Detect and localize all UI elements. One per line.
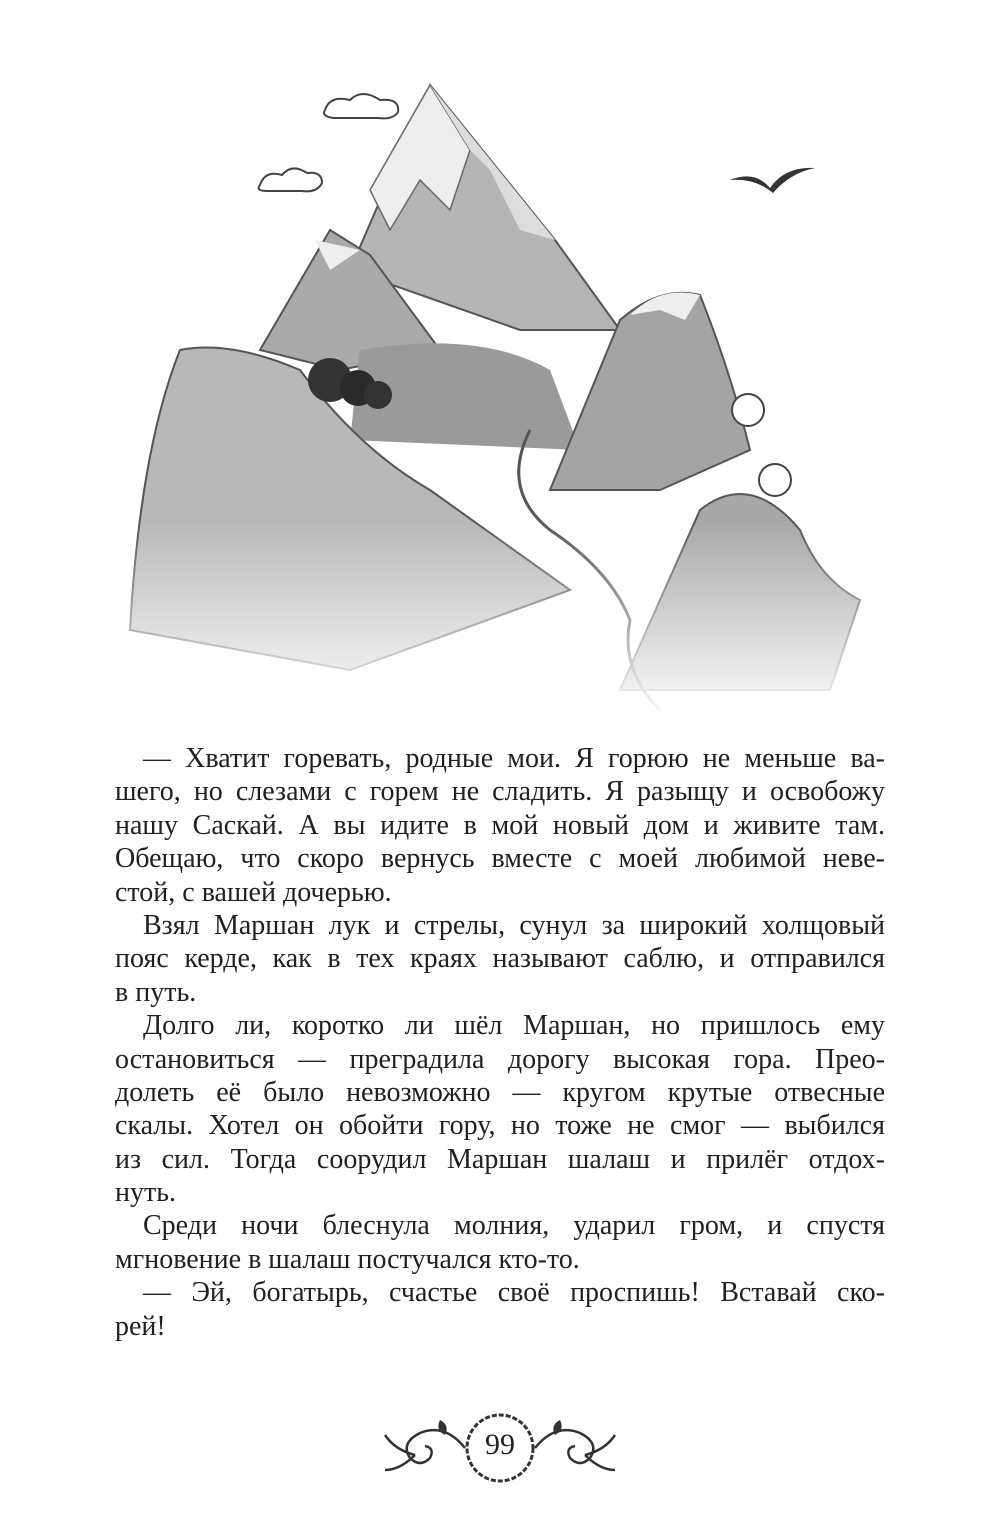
text-line: Взял Маршан лук и стрелы, сунул за широкий холщовый <box>143 909 885 941</box>
page-number-ornament <box>375 1400 625 1500</box>
text-line: нашу Саскай. А вы идите в мой новый дом и живите там. <box>115 809 885 841</box>
text-line: рей! <box>115 1310 166 1342</box>
paragraph <box>115 1009 885 1209</box>
text-line: скалы. Хотел он обойти гору, но тоже не смог — выбился <box>115 1110 885 1142</box>
text-line: нуть. <box>115 1177 176 1209</box>
text-line: стой, с вашей дочерью. <box>115 876 392 908</box>
text-line: пояс керде, как в тех краях называют саблю, и отправился <box>115 943 885 975</box>
page-number: 99 <box>485 1428 515 1461</box>
body-text <box>115 742 885 1343</box>
text-line: остановиться — преградила дорогу высокая гора. Прео- <box>115 1043 885 1075</box>
paragraph <box>115 1209 885 1276</box>
cloud-icon <box>259 168 322 191</box>
paragraph <box>115 1276 885 1343</box>
paragraph <box>115 742 885 909</box>
bird-icon <box>730 168 815 193</box>
paragraph <box>115 909 885 1009</box>
text-line: из сил. Тогда соорудил Маршан шалаш и прилёг отдох- <box>115 1143 885 1175</box>
text-line: — Эй, богатырь, счастье своё проспишь! Вставай ско- <box>143 1277 885 1309</box>
text-line: шего, но слезами с горем не сладить. Я разыщу и освобожу <box>115 776 885 808</box>
text-line: мгновение в шалаш постучался кто-то. <box>115 1243 580 1275</box>
text-line: Обещаю, что скоро вернусь вместе с моей любимой неве- <box>115 843 885 875</box>
text-line: — Хватит горевать, родные мои. Я горюю не меньше ва- <box>143 743 885 774</box>
mountain-illustration <box>100 70 920 720</box>
text-line: долеть её было невозможно — кругом крутые отвесные <box>115 1076 885 1108</box>
text-line: в путь. <box>115 976 197 1008</box>
cloud-icon <box>324 94 398 118</box>
text-line: Долго ли, коротко ли шёл Маршан, но пришлось ему <box>143 1010 885 1042</box>
text-line: Среди ночи блеснула молния, ударил гром, и спустя <box>143 1210 885 1242</box>
